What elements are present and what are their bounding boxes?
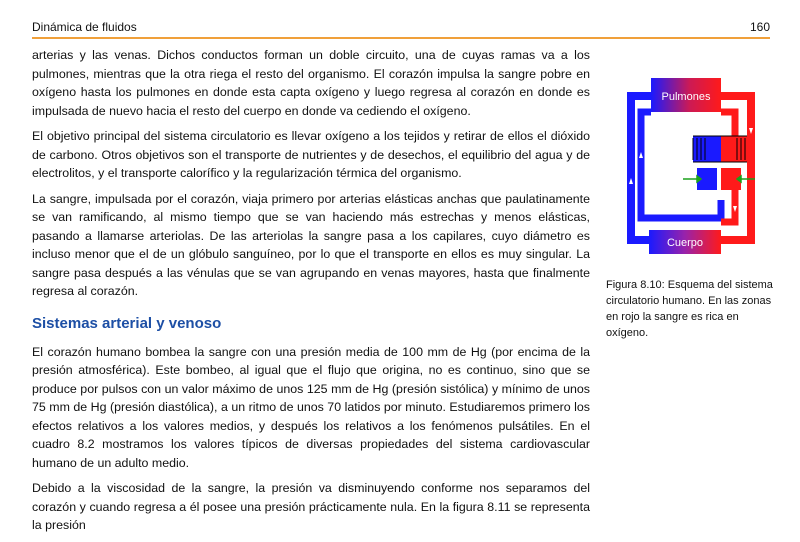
paragraph: La sangre, impulsada por el corazón, viaja primero por arterias elásticas anchas que paulatinamente se van ramificando, al mismo tiempo que se van haciendo más estrechas y menos elásticas, pasando a llamarse arteriolas. De las arteriolas la sangre pasa a los capilares, cuyo diámetro es incluso menor que el de un glóbulo sanguíneo, por lo que el transporte en ellos es muy singular. La sangre pasa después a las vénulas que se van agrupando en venas mayores, hasta que finalmente regresa al corazón. — [32, 191, 590, 298]
lungs-label: Pulmones — [661, 91, 711, 103]
header-rule — [32, 37, 770, 39]
running-header — [32, 18, 770, 36]
paragraph: Debido a la viscosidad de la sangre, la presión va disminuyendo conforme nos separamos del corazón y cuando regresa a él posee una presión prácticamente nula. En la figura 8.11 se representa la presión — [32, 481, 590, 532]
paragraph: arterias y las venas. Dichos conductos forman un doble circuito, una de cuyas ramas va a los pulmones, mientras que la otra riega el resto del organismo. El corazón impulsa la sangre pobre en oxígeno hasta los pulmones en donde esta capta oxígeno y luego regresa al corazón en donde es impulsada de nuevo hacia el resto del cuerpo en donde va cediendo el oxígeno. — [32, 48, 590, 118]
heart-right-atrium — [721, 136, 747, 162]
figure-caption: Figura 8.10: Esquema del sistema circulatorio humano. En las zonas en rojo la sangre es rica en oxígeno. — [606, 279, 773, 339]
page-number: 160 — [749, 20, 770, 34]
paragraph: El corazón humano bombea la sangre con una presión media de 100 mm de Hg (por encima de la presión atmosférica). Este bombeo, al igual que el flujo que origina, no es continuo, sino que se produce por pulsos con un valor máximo de unos 125 mm de Hg (presión sistólica) y mínimo de unos 75 mm de Hg (presión diastólica), a un ritmo de unos 70 latidos por minuto. Estudiaremos primero los efectos relativos a los valores medios, y después los relativos a los fenómenos pulsátiles. En el cuadro 8.2 mostramos los valores típicos de diversas propiedades del sistema cardiovascular humano de un adulto medio. — [32, 344, 590, 470]
valve-arrows — [683, 176, 755, 182]
vein-inner-loop — [641, 112, 721, 218]
body-label: Cuerpo — [666, 237, 704, 249]
chapter-title: Dinámica de fluidos — [32, 20, 137, 34]
paragraph: El objetivo principal del sistema circulatorio es llevar oxígeno a los tejidos y retirar de ellos el dióxido de carbono. Otros objetivos son el transporte de nutrientes y de desechos, el equilibrio del agua y de electrolitos, y el transporte calorífico y la regularización térmica del organismo. — [32, 129, 590, 180]
main-text — [32, 46, 590, 542]
circulatory-diagram-svg — [601, 72, 771, 262]
section-heading: Sistemas arterial y venoso — [32, 314, 222, 332]
circulatory-diagram — [601, 72, 771, 262]
